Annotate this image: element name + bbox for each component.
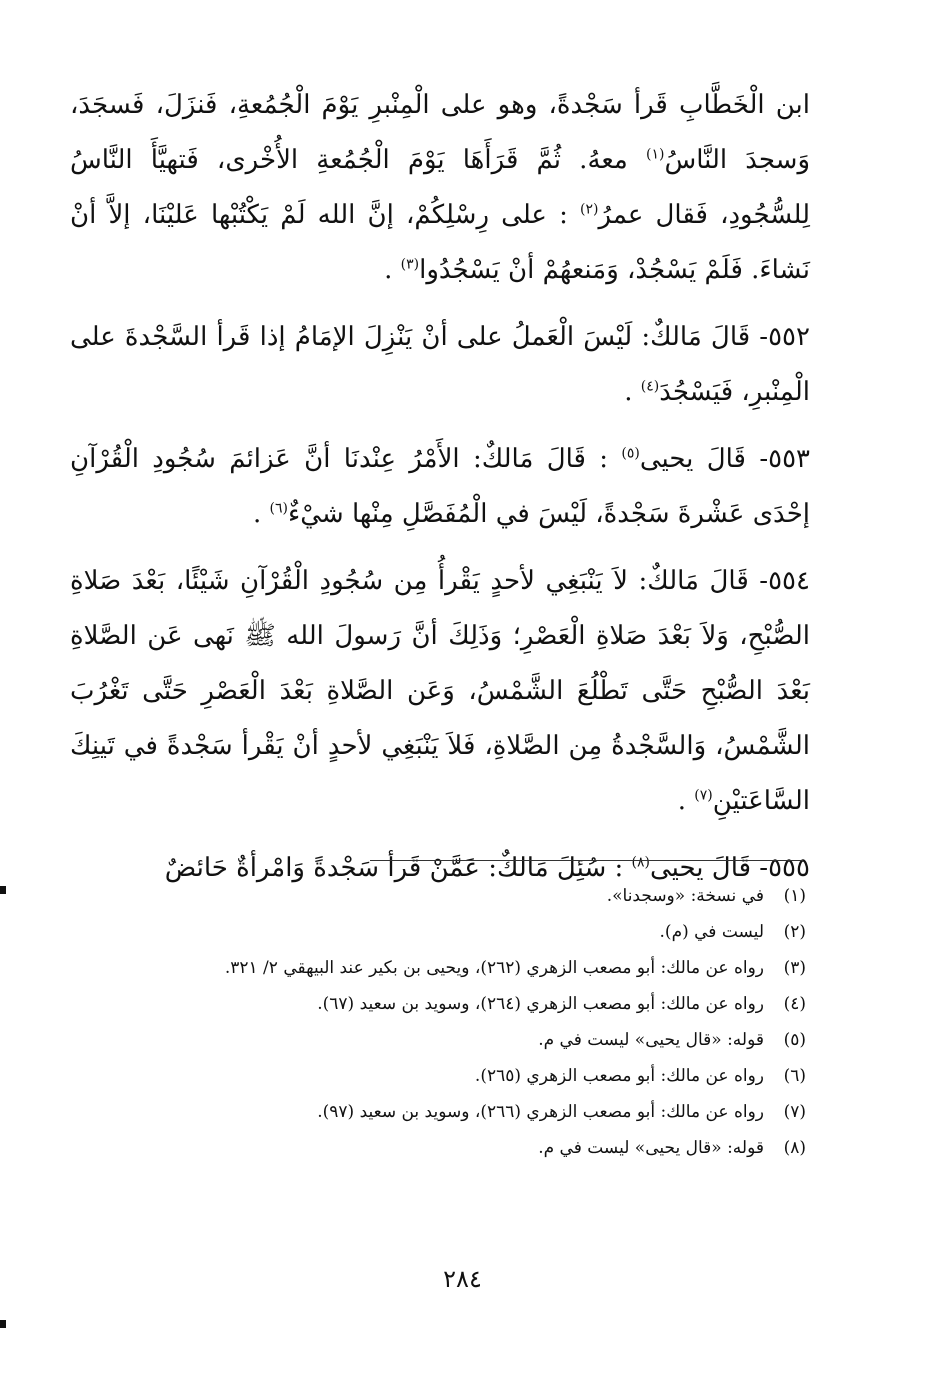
footnote xyxy=(100,1022,806,1058)
footnote xyxy=(100,1130,806,1166)
footnote-ref[interactable]: (٢) xyxy=(580,201,599,218)
footnote-ref[interactable]: (٥) xyxy=(621,445,640,462)
footnote-number: (٤) xyxy=(783,994,806,1014)
footnote-text: قوله: «قال يحيى» ليست في م. xyxy=(538,1138,764,1158)
footnote-text: قوله: «قال يحيى» ليست في م. xyxy=(538,1030,764,1050)
text-segment: ٥٥٤- قَالَ مَالكٌ: لاَ يَنْبَغِي لأحدٍ يَقْرأُ مِن سُجُودِ الْقُرْآنِ شَيْئًا، بَعْدَ صَلاةِ الصُّبْحِ، وَلاَ بَعْدَ صَلاةِ الْعَصْرِ؛ وَذَلِكَ أنَّ رَسولَ الله ﷺ نَهى عَن الصَّلاةِ بَعْدَ الصُّبْحِ حَتَّى تَطْلُعَ الشَّمْسُ، وَعَن الصَّلاةِ بَعْدَ الْعَصْرِ حَتَّى تَغْرُبَ الشَّمْسُ، وَالسَّجْدةُ مِن الصَّلاةِ، فَلاَ يَنْبَغِي لأحدٍ أنْ يَقْرأ سَجْدةً في تَينِكَ السَّاعَتيْنِ xyxy=(70,566,810,816)
footnote-ref[interactable]: (٨) xyxy=(631,854,650,871)
page-number: ٢٨٤ xyxy=(443,1265,482,1293)
footnote-ref[interactable]: (٤) xyxy=(640,378,660,395)
footnote xyxy=(100,986,806,1022)
footnote-ref[interactable]: (١) xyxy=(645,146,665,163)
text-segment: ٥٥٥- قَالَ يحيى xyxy=(650,853,810,883)
footnote-ref[interactable]: (٧) xyxy=(694,787,713,804)
paragraph xyxy=(70,432,810,542)
footnote-number: (٧) xyxy=(783,1102,806,1122)
footnotes xyxy=(100,878,806,1166)
footnote xyxy=(100,950,806,986)
footnote-text: رواه عن مالك: أبو مصعب الزهري (٢٦٥). xyxy=(474,1066,764,1086)
footnote xyxy=(100,914,806,950)
footnote-text: رواه عن مالك: أبو مصعب الزهري (٢٦٦)، وسويد بن سعيد (٩٧). xyxy=(317,1102,764,1122)
footnote-number: (٢) xyxy=(783,922,806,942)
scan-edge-mark xyxy=(0,1320,6,1328)
footnote-divider xyxy=(370,860,803,861)
footnote-number: (١) xyxy=(783,886,806,906)
scan-edge-mark xyxy=(0,886,6,894)
main-text xyxy=(70,78,810,896)
text-segment: معهُ. ثُمَّ قَرَأَهَا يَوْمَ الْجُمُعةِ الأُخْرى، فَتهيَّأَ النَّاسُ لِلسُّجُودِ، فَقال عمرُ xyxy=(70,145,811,230)
footnote-number: (٣) xyxy=(783,958,806,978)
text-segment: . xyxy=(677,786,695,816)
text-segment: . xyxy=(624,377,641,407)
footnote-text: رواه عن مالك: أبو مصعب الزهري (٢٦٢)، ويحيى بن بكير عند البيهقي ٢/ ٣٢١. xyxy=(224,958,764,978)
footnote-ref[interactable]: (٣) xyxy=(400,256,420,273)
paragraph xyxy=(70,554,810,829)
text-segment: ٥٥٢- قَالَ مَالكٌ: لَيْسَ الْعَملُ على أنْ يَنْزِلَ الإمَامُ إذا قَرأ السَّجْدةَ على الْمِنْبرِ، فَيَسْجُدَ xyxy=(70,322,810,407)
footnote xyxy=(100,878,806,914)
footnote-number: (٦) xyxy=(783,1066,806,1086)
footnote-number: (٥) xyxy=(783,1030,806,1050)
footnote-number: (٨) xyxy=(783,1138,806,1158)
text-segment: ابن الْخَطَّابِ قَرأ سَجْدةً، وهو على الْمِنْبرِ يَوْمَ الْجُمُعةِ، فَنزَلَ، فَسجَدَ، وَسجدَ النَّاسُ xyxy=(70,90,811,175)
paragraph xyxy=(70,78,810,298)
footnote-text: في نسخة: «وسجدنا». xyxy=(606,886,764,906)
footnote-text: رواه عن مالك: أبو مصعب الزهري (٢٦٤)، وسويد بن سعيد (٦٧). xyxy=(317,994,764,1014)
footnote-text: ليست في (م). xyxy=(659,922,764,942)
text-segment: . xyxy=(253,499,270,529)
paragraph xyxy=(70,310,810,420)
text-segment: : سُئِلَ مَالكٌ: عَمَّنْ قَرأ سَجْدةً وَامْرأةٌ حَائضٌ xyxy=(164,853,632,883)
footnote xyxy=(100,1094,806,1130)
text-segment: : على رِسْلِكُمْ، إنَّ الله لَمْ يَكْتُبْها عَليْنَا، إلاَّ أنْ نَشاءَ. فَلَمْ يَسْجُدْ، وَمَنعهُمْ أنْ يَسْجُدُوا xyxy=(70,200,810,285)
text-segment: . xyxy=(384,255,401,285)
text-segment: : قَالَ مَالكٌ: الأَمْرُ عِنْدنَا أنَّ عَزائمَ سُجُودِ الْقُرْآنِ إحْدَى عَشْرةَ سَجْدةً، لَيْسَ في الْمُفَصَّلِ مِنْها شيْءٌ xyxy=(70,444,810,529)
footnote xyxy=(100,1058,806,1094)
footnote-ref[interactable]: (٦) xyxy=(269,500,288,517)
text-segment: ٥٥٣- قَالَ يحيى xyxy=(639,444,811,474)
